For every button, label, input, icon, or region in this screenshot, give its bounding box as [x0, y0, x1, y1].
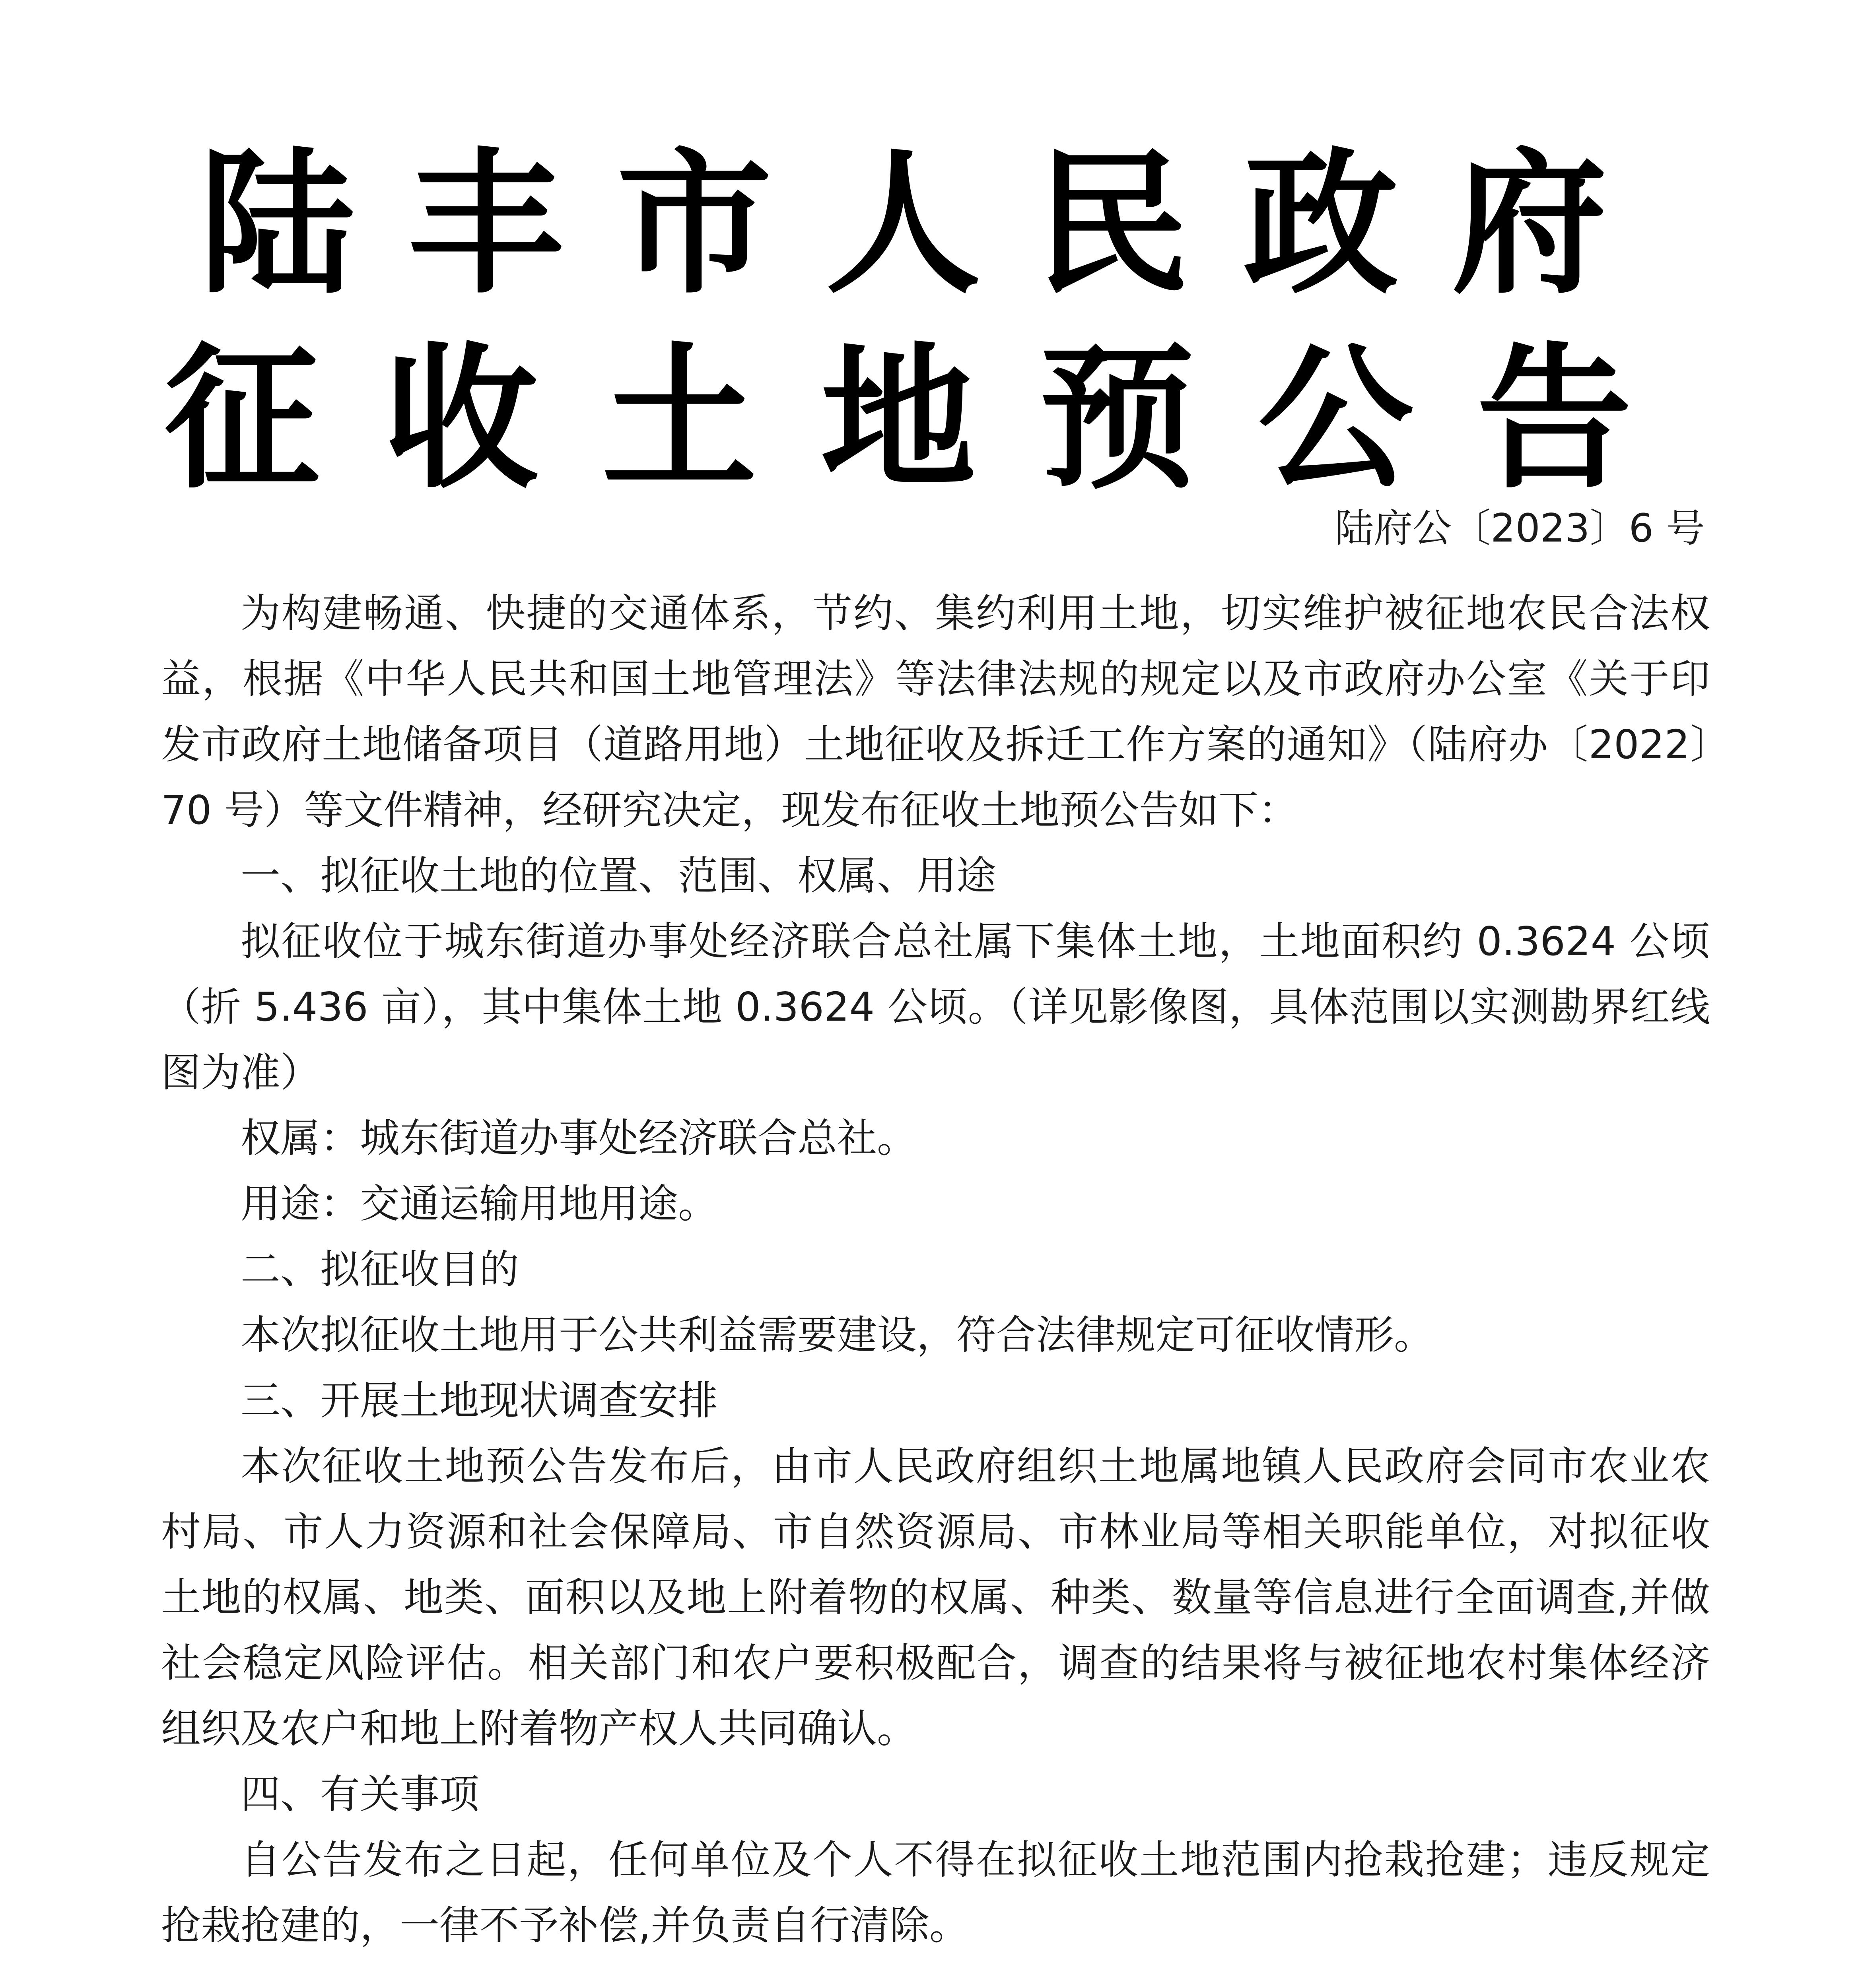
location-paragraph: 拟征收位于城东街道办事处经济联合总社属下集体土地，土地面积约 0.3624 公顷（折 5.436 亩），其中集体土地 0.3624 公顷。（详见影像图，具体范围以实测勘界红线图为准） [161, 918, 1710, 1096]
section-heading-4: 四、有关事项 [241, 1771, 479, 1817]
document-title-line1: 陆丰市人民政府 [199, 134, 1661, 315]
section-heading-2: 二、拟征收目的 [241, 1246, 519, 1293]
document-body [161, 580, 1710, 1958]
matters-paragraph: 自公告发布之日起，任何单位及个人不得在拟征收土地范围内抢栽抢建；违反规定抢栽抢建的，一律不予补偿,并负责自行清除。 [161, 1837, 1710, 1949]
section-heading-3: 三、开展土地现状调查安排 [241, 1377, 718, 1424]
survey-paragraph: 本次征收土地预公告发布后，由市人民政府组织土地属地镇人民政府会同市农业农村局、市人力资源和社会保障局、市自然资源局、市林业局等相关职能单位，对拟征收土地的权属、地类、面积以及地上附着物的权属、种类、数量等信息进行全面调查,并做社会稳定风险评估。相关部门和农户要积极配合，调查的结果将与被征地农村集体经济组织及农户和地上附着物产权人共同确认。 [161, 1443, 1710, 1752]
section-heading-1: 一、拟征收土地的位置、范围、权属、用途 [241, 852, 996, 899]
usage-paragraph: 用途：交通运输用地用途。 [241, 1180, 718, 1227]
ownership-paragraph: 权属：城东街道办事处经济联合总社。 [241, 1115, 917, 1161]
purpose-paragraph: 本次拟征收土地用于公共利益需要建设，符合法律规定可征收情形。 [241, 1312, 1434, 1358]
document-title-line2: 征收土地预公告 [164, 329, 1696, 509]
intro-paragraph: 为构建畅通、快捷的交通体系，节约、集约利用土地，切实维护被征地农民合法权益，根据《中华人民共和国土地管理法》等法律法规的规定以及市政府办公室《关于印发市政府土地储备项目（道路用地）土地征收及拆迁工作方案的通知》（陆府办〔2022〕70 号）等文件精神，经研究决定，现发布征收土地预公告如下： [161, 590, 1710, 833]
document-number: 陆府公〔2023〕6 号 [1335, 506, 1705, 551]
